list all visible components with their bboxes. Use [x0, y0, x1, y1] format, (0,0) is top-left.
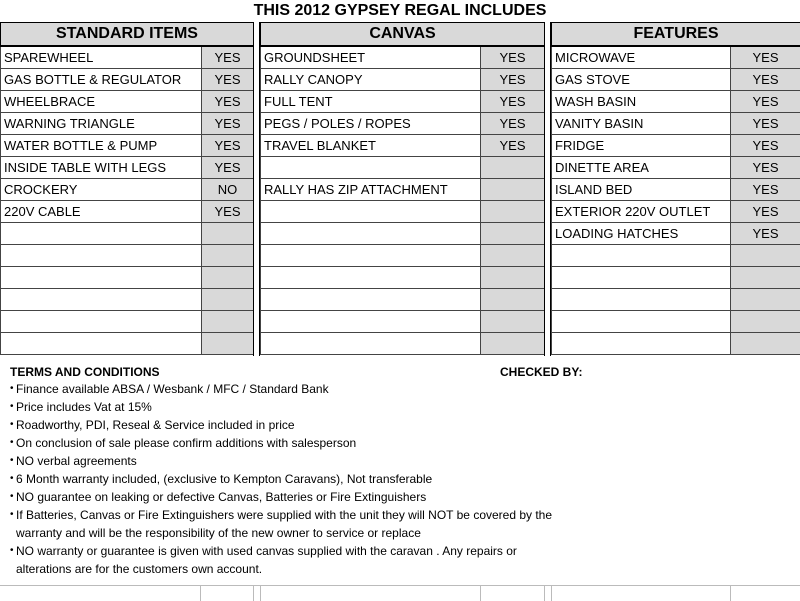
item-value [731, 289, 800, 311]
term-item [10, 434, 790, 452]
item-name [552, 289, 731, 311]
item-value: NO [202, 179, 254, 201]
table-row [552, 289, 800, 311]
item-name: GAS BOTTLE & REGULATOR [1, 69, 202, 91]
term-item [10, 488, 790, 506]
item-value: YES [731, 135, 800, 157]
item-name [552, 333, 731, 355]
item-name [1, 223, 202, 245]
table-row [1, 223, 254, 245]
item-value [202, 289, 254, 311]
bullet-icon: • [10, 380, 16, 398]
bullet-icon: • [10, 470, 16, 488]
term-item [10, 542, 790, 560]
terms-section [10, 364, 790, 578]
item-value [202, 245, 254, 267]
table-row [552, 69, 800, 91]
term-item [10, 506, 790, 524]
standard-items-header: STANDARD ITEMS [1, 23, 254, 47]
item-value [481, 311, 545, 333]
table-row [552, 245, 800, 267]
term-text: On conclusion of sale please confirm additions with salesperson [16, 436, 356, 450]
table-row [261, 267, 545, 289]
item-value: YES [202, 46, 254, 69]
table-row [1, 157, 254, 179]
item-name: CROCKERY [1, 179, 202, 201]
item-name: VANITY BASIN [552, 113, 731, 135]
item-value [481, 201, 545, 223]
table-row [1, 311, 254, 333]
item-value [481, 223, 545, 245]
table-row [261, 245, 545, 267]
bullet-icon: • [10, 542, 16, 560]
item-name [261, 157, 481, 179]
table-row [552, 311, 800, 333]
term-item [10, 398, 790, 416]
table-row [261, 223, 545, 245]
table-row [552, 46, 800, 69]
table-row [261, 289, 545, 311]
term-item [10, 380, 790, 398]
bullet-icon: • [10, 398, 16, 416]
item-value: YES [731, 179, 800, 201]
table-row [261, 311, 545, 333]
table-row [1, 201, 254, 223]
table-row [1, 91, 254, 113]
item-name [261, 333, 481, 355]
item-value [481, 333, 545, 355]
table-row [552, 113, 800, 135]
item-name [1, 289, 202, 311]
item-value: YES [481, 91, 545, 113]
item-value: YES [202, 135, 254, 157]
term-item [10, 560, 790, 578]
table-row [552, 267, 800, 289]
item-name: GAS STOVE [552, 69, 731, 91]
item-value [481, 179, 545, 201]
item-name: INSIDE TABLE WITH LEGS [1, 157, 202, 179]
item-name: ISLAND BED [552, 179, 731, 201]
bullet-icon: • [10, 434, 16, 452]
item-value: YES [481, 113, 545, 135]
item-value: YES [731, 91, 800, 113]
item-name [261, 201, 481, 223]
column-divider [253, 22, 260, 356]
item-value [731, 245, 800, 267]
table-row [552, 333, 800, 355]
term-text: 6 Month warranty included, (exclusive to Kempton Caravans), Not transferable [16, 472, 432, 486]
item-name: WARNING TRIANGLE [1, 113, 202, 135]
table-row [1, 69, 254, 91]
term-text: NO guarantee on leaking or defective Canvas, Batteries or Fire Extinguishers [16, 490, 426, 504]
item-value [731, 267, 800, 289]
table-row [261, 91, 545, 113]
table-row [1, 179, 254, 201]
item-name: 220V CABLE [1, 201, 202, 223]
column-divider [544, 22, 551, 356]
bullet-icon: • [10, 506, 16, 524]
item-value: YES [481, 69, 545, 91]
item-value: YES [202, 157, 254, 179]
item-name: TRAVEL BLANKET [261, 135, 481, 157]
table-row [552, 135, 800, 157]
bullet-icon: • [10, 452, 16, 470]
item-name [1, 333, 202, 355]
item-value [731, 333, 800, 355]
table-row [1, 113, 254, 135]
table-row [261, 113, 545, 135]
term-text: Finance available ABSA / Wesbank / MFC / Standard Bank [16, 382, 329, 396]
item-value [202, 267, 254, 289]
terms-title: TERMS AND CONDITIONS [10, 364, 790, 380]
item-value: YES [731, 157, 800, 179]
item-value [202, 333, 254, 355]
table-row [1, 245, 254, 267]
footer-grid-line [0, 585, 800, 601]
item-value [202, 311, 254, 333]
item-name [261, 223, 481, 245]
term-text: If Batteries, Canvas or Fire Extinguishers were supplied with the unit they will NOT be covered by the [16, 508, 552, 522]
term-item [10, 470, 790, 488]
table-row [552, 201, 800, 223]
table-row [261, 135, 545, 157]
item-value: YES [202, 69, 254, 91]
item-name: RALLY HAS ZIP ATTACHMENT [261, 179, 481, 201]
table-row [552, 91, 800, 113]
table-row [261, 179, 545, 201]
table-row [552, 223, 800, 245]
table-row [1, 46, 254, 69]
item-name: WATER BOTTLE & PUMP [1, 135, 202, 157]
table-row [261, 157, 545, 179]
table-row [552, 179, 800, 201]
table-row [261, 69, 545, 91]
item-name: PEGS / POLES / ROPES [261, 113, 481, 135]
item-name: EXTERIOR 220V OUTLET [552, 201, 731, 223]
item-name [261, 289, 481, 311]
item-name: RALLY CANOPY [261, 69, 481, 91]
item-name: FRIDGE [552, 135, 731, 157]
item-value [481, 289, 545, 311]
item-value: YES [731, 69, 800, 91]
item-name [552, 311, 731, 333]
table-row [261, 201, 545, 223]
item-name [1, 311, 202, 333]
table-row [1, 135, 254, 157]
item-name [552, 267, 731, 289]
item-value: YES [202, 201, 254, 223]
terms-list [10, 380, 790, 578]
item-name: GROUNDSHEET [261, 46, 481, 69]
item-value [731, 311, 800, 333]
item-value: YES [731, 223, 800, 245]
item-name [552, 245, 731, 267]
item-value [481, 157, 545, 179]
term-text: Price includes Vat at 15% [16, 400, 152, 414]
item-value: YES [481, 46, 545, 69]
table-row [552, 157, 800, 179]
table-row [1, 267, 254, 289]
item-value: YES [202, 91, 254, 113]
checked-by-label: CHECKED BY: [500, 364, 582, 380]
term-text: NO warranty or guarantee is given with used canvas supplied with the caravan . Any repairs or [16, 544, 517, 558]
standard-items-table [0, 22, 254, 355]
canvas-header: CANVAS [261, 23, 545, 47]
item-name: SPAREWHEEL [1, 46, 202, 69]
bullet-icon: • [10, 416, 16, 434]
item-name [1, 245, 202, 267]
item-name: MICROWAVE [552, 46, 731, 69]
item-value: YES [731, 46, 800, 69]
item-name [261, 245, 481, 267]
item-value [481, 267, 545, 289]
item-name [261, 267, 481, 289]
item-value: YES [731, 113, 800, 135]
item-value [202, 223, 254, 245]
item-name: LOADING HATCHES [552, 223, 731, 245]
item-value: YES [731, 201, 800, 223]
item-name: WHEELBRACE [1, 91, 202, 113]
item-value: YES [481, 135, 545, 157]
table-row [261, 333, 545, 355]
term-text: alterations are for the customers own account. [16, 562, 262, 576]
item-name: WASH BASIN [552, 91, 731, 113]
features-table [551, 22, 800, 355]
page-title: THIS 2012 GYPSEY REGAL INCLUDES [0, 0, 800, 23]
table-row [1, 333, 254, 355]
term-item [10, 524, 790, 542]
item-name: DINETTE AREA [552, 157, 731, 179]
term-text: Roadworthy, PDI, Reseal & Service included in price [16, 418, 295, 432]
term-text: warranty and will be the responsibility of the new owner to service or replace [16, 526, 421, 540]
term-item [10, 452, 790, 470]
term-item [10, 416, 790, 434]
canvas-table [260, 22, 545, 355]
item-name [1, 267, 202, 289]
bullet-icon: • [10, 488, 16, 506]
table-row [1, 289, 254, 311]
term-text: NO verbal agreements [16, 454, 137, 468]
table-row [261, 46, 545, 69]
item-name [261, 311, 481, 333]
item-name: FULL TENT [261, 91, 481, 113]
item-value: YES [202, 113, 254, 135]
item-value [481, 245, 545, 267]
features-header: FEATURES [552, 23, 800, 47]
